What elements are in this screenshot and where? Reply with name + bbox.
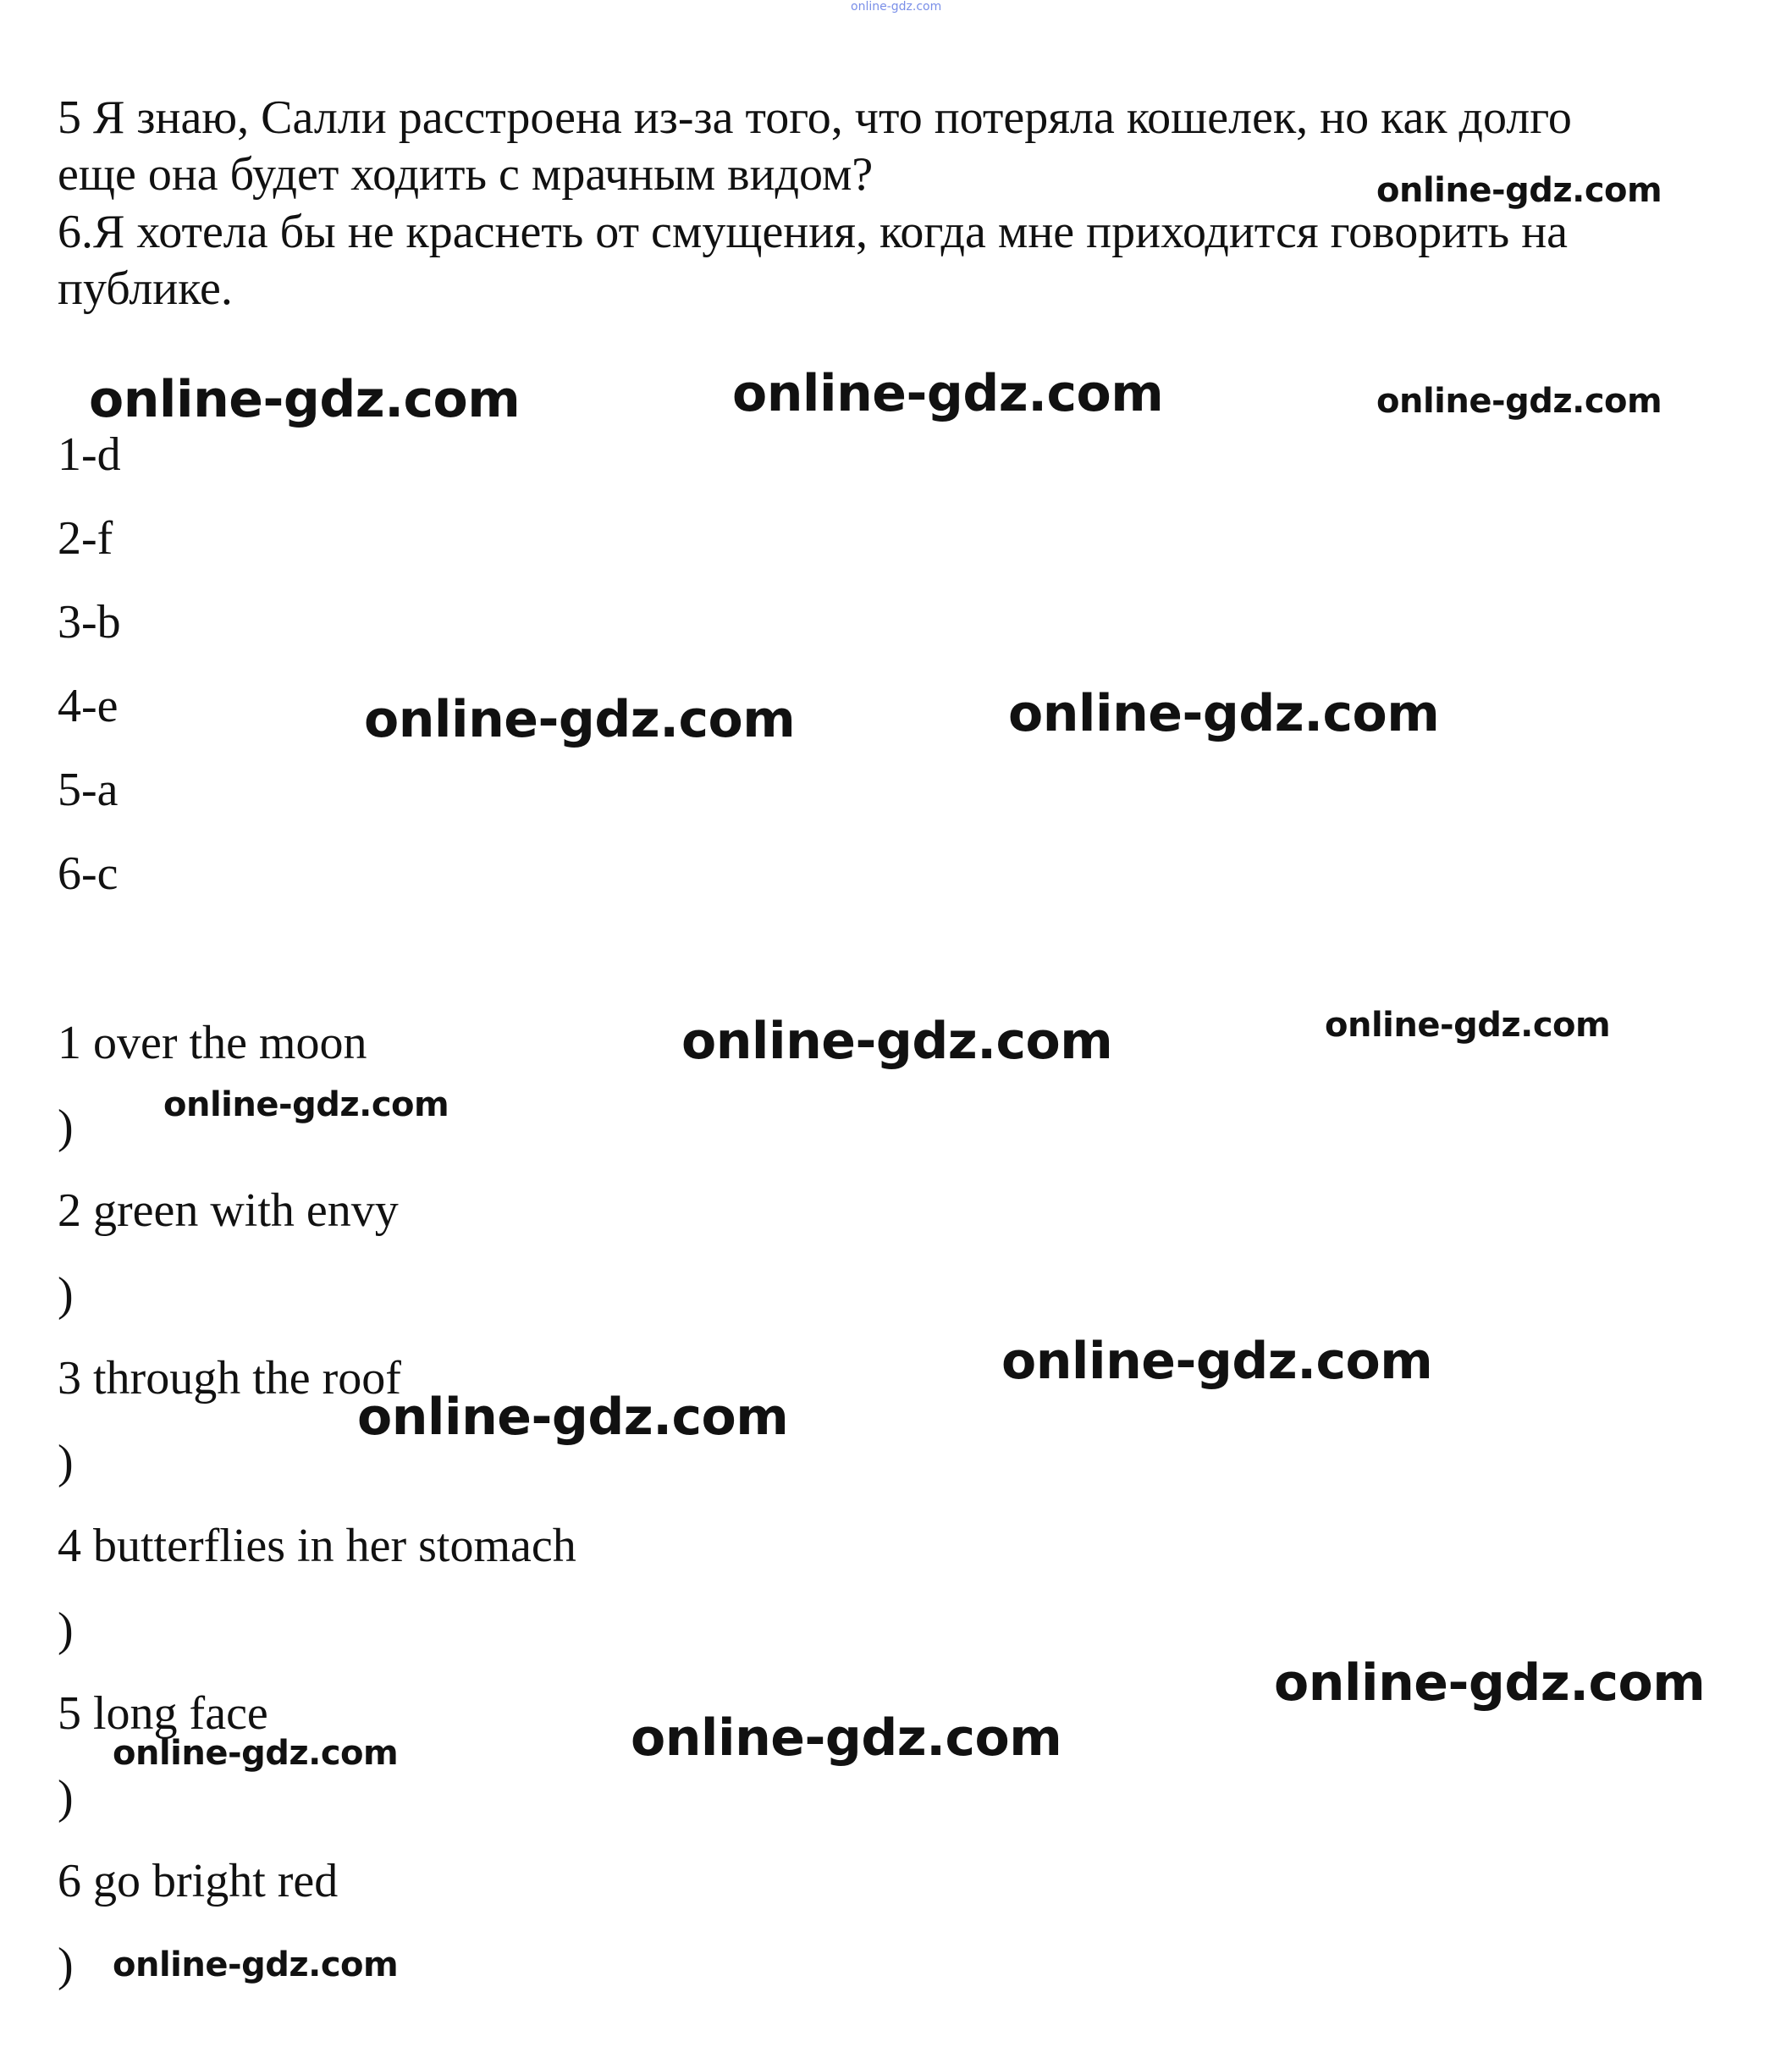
translation-line: еще она будет ходить с мрачным видом? [58, 148, 874, 201]
idiom-bracket: ) [58, 1436, 74, 1488]
watermark-text: online-gdz.com [1376, 382, 1662, 421]
idiom-item: 3 through the roof [58, 1352, 401, 1405]
idiom-bracket: ) [58, 1771, 74, 1824]
idiom-bracket: ) [58, 1268, 74, 1321]
watermark-text: online-gdz.com [163, 1085, 449, 1124]
watermark-text: online-gdz.com [1325, 1006, 1611, 1045]
header-watermark: online-gdz.com [851, 0, 942, 14]
translation-line: публике. [58, 262, 233, 315]
idiom-bracket: ) [58, 1939, 74, 1991]
idiom-bracket: ) [58, 1101, 74, 1153]
match-item: 4-e [58, 680, 119, 732]
match-item: 3-b [58, 596, 121, 648]
idiom-item: 1 over the moon [58, 1017, 367, 1069]
watermark-text: online-gdz.com [681, 1012, 1113, 1071]
translation-line: 5 Я знаю, Салли расстроена из-за того, что потеряла кошелек, но как долго [58, 91, 1572, 144]
idiom-item: 6 go bright red [58, 1855, 339, 1907]
watermark-text: online-gdz.com [89, 370, 521, 429]
watermark-text: online-gdz.com [1008, 684, 1440, 743]
watermark-text: online-gdz.com [1376, 171, 1662, 210]
match-item: 6-c [58, 847, 119, 900]
match-item: 1-d [58, 428, 121, 481]
watermark-text: online-gdz.com [732, 364, 1164, 423]
watermark-text: online-gdz.com [113, 1734, 399, 1773]
watermark-text: online-gdz.com [357, 1388, 789, 1447]
idiom-item: 2 green with envy [58, 1184, 399, 1237]
translation-line: 6.Я хотела бы не краснеть от смущения, когда мне приходится говорить на [58, 206, 1569, 258]
idiom-bracket: ) [58, 1603, 74, 1656]
watermark-text: online-gdz.com [1001, 1332, 1433, 1391]
match-item: 5-a [58, 764, 119, 816]
watermark-text: online-gdz.com [113, 1945, 399, 1984]
idiom-item: 5 long face [58, 1687, 268, 1740]
watermark-text: online-gdz.com [364, 690, 796, 749]
watermark-text: online-gdz.com [631, 1708, 1062, 1768]
watermark-text: online-gdz.com [1274, 1653, 1706, 1713]
match-item: 2-f [58, 512, 113, 565]
idiom-item: 4 butterflies in her stomach [58, 1520, 576, 1572]
